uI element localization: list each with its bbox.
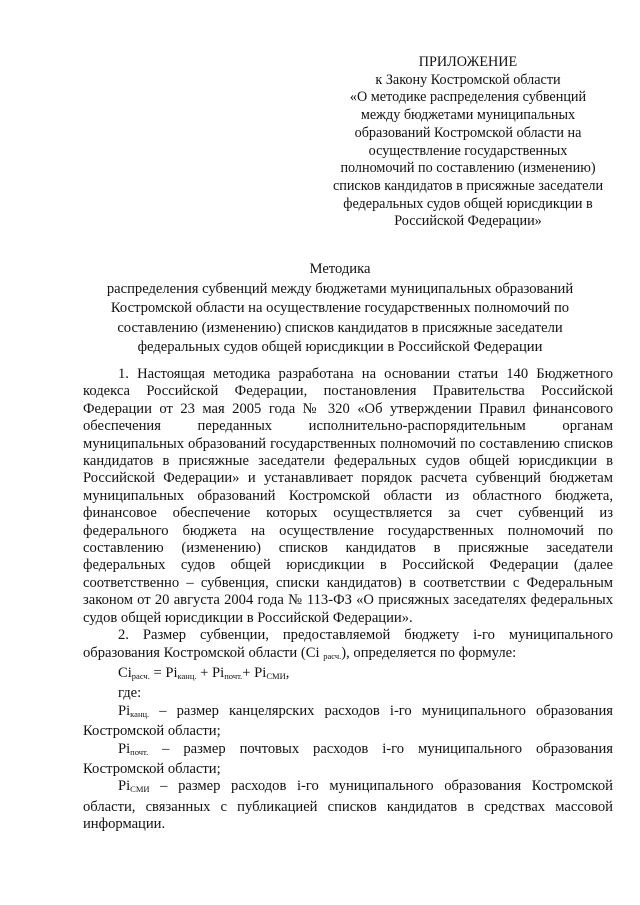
para1-line: муниципальных образований государственных полномочий по составлению списков — [83, 435, 613, 452]
appendix-line: между бюджетами муниципальных — [360, 107, 576, 124]
subscript: СМИ — [130, 784, 150, 795]
appendix-line: осуществление государственных — [368, 142, 568, 159]
def-text: – размер расходов i-го муниципального образования Костромской — [149, 778, 613, 795]
title-line: составлению (изменению) списков кандидатов в присяжные заседатели — [117, 319, 563, 336]
subscript: почт. — [224, 670, 243, 681]
para1-line: федерального бюджета на осуществление государственных полномочий по — [83, 522, 613, 539]
formula-term: , — [285, 664, 290, 681]
def-text: – размер канцелярских расходов i-го муниципального образования — [149, 702, 613, 719]
def-symbol: Pi — [118, 702, 131, 719]
para2-text: ), определяется по формуле: — [341, 644, 517, 661]
title-line: Костромской области на осуществление государственных полномочий по — [110, 300, 570, 317]
document-title — [90, 260, 590, 358]
para1-line: законом от 20 августа 2004 года № 113-ФЗ «О присяжных заседателях федеральных — [83, 592, 613, 609]
formula-term: Ci — [118, 664, 132, 681]
appendix-line: полномочий по составлению (изменению) — [340, 160, 596, 177]
appendix-line: к Закону Костромской области — [375, 71, 561, 88]
subscript: СМИ — [266, 670, 286, 681]
para1-line: муниципальных образований Костромской области из областного бюджета, — [83, 487, 613, 504]
appendix-line: образований Костромской области на — [354, 124, 582, 141]
title-heading: Методика — [309, 261, 371, 277]
para1-line: Федерации от 23 мая 2005 года № 320 «Об утверждении Правил финансового — [83, 400, 613, 417]
formula-term: + Pi — [196, 664, 225, 681]
title-line: распределения субвенций между бюджетами муниципальных образований — [106, 280, 574, 297]
definition-cont: области, связанных с публикацией списков кандидатов в средствах массовой — [83, 798, 613, 815]
para1-line: соответственно – субвенция, списки кандидатов) в соответствии с Федеральным — [83, 574, 613, 591]
subscript: расч. — [323, 650, 342, 661]
para1-line: 1. Настоящая методика разработана на основании статьи 140 Бюджетного — [118, 366, 613, 382]
para1-line: федеральных судов общей юрисдикции в Российской Федерации (далее — [83, 557, 613, 574]
definition-line — [83, 741, 613, 761]
definition-line — [83, 703, 613, 723]
para1-line: кодекса Российской Федерации, постановления Правительства Российской — [83, 383, 613, 400]
para1-line: Российской Федерации» и устанавливает порядок расчета субвенций бюджетам — [83, 470, 613, 487]
para1-line: обеспечения переданных исполнительно-распорядительным органам — [83, 418, 613, 435]
subscript: канц. — [177, 670, 197, 681]
para2-line: 2. Размер субвенции, предоставляемой бюджету i-го муниципального — [118, 627, 613, 644]
appendix-line: федеральных судов общей юрисдикции в — [343, 195, 593, 212]
appendix-block — [320, 54, 616, 231]
appendix-line: Российской Федерации» — [394, 213, 542, 230]
where-label: где: — [118, 685, 142, 702]
definition-cont: информации. — [83, 816, 166, 833]
para2-line — [83, 645, 613, 665]
formula — [83, 665, 613, 685]
subscript: расч. — [131, 670, 150, 681]
definition-cont: Костромской области; — [83, 760, 221, 777]
para1-line: кандидатов в присяжные заседатели федеральных судов общей юрисдикции в — [83, 453, 613, 470]
para1-last-line: судов общей юрисдикции в Российской Федерации». — [83, 609, 413, 626]
subscript: почт. — [130, 746, 149, 757]
definition-line — [83, 778, 613, 798]
para1-line: составлению (изменению) списков кандидатов в присяжные заседатели — [83, 540, 613, 557]
para1-line: финансовое обеспечение которых осуществляется за счет субвенций из — [83, 505, 613, 522]
para2-text: образования Костромской области (Ci — [83, 644, 324, 661]
title-line: федеральных судов общей юрисдикции в Российской Федерации — [137, 339, 543, 356]
subscript: канц. — [130, 708, 150, 719]
definition-cont: Костромской области; — [83, 723, 221, 740]
formula-term: + Pi — [242, 664, 267, 681]
appendix-line: «О методике распределения субвенций — [349, 89, 587, 106]
document-body — [83, 366, 613, 834]
def-symbol: Pi — [118, 778, 131, 795]
formula-term: = Pi — [149, 664, 178, 681]
def-symbol: Pi — [118, 740, 131, 757]
def-text: – размер почтовых расходов i-го муниципального образования — [148, 740, 613, 757]
appendix-line: списков кандидатов в присяжные заседатели — [332, 177, 604, 194]
appendix-heading: ПРИЛОЖЕНИЕ — [418, 54, 518, 70]
